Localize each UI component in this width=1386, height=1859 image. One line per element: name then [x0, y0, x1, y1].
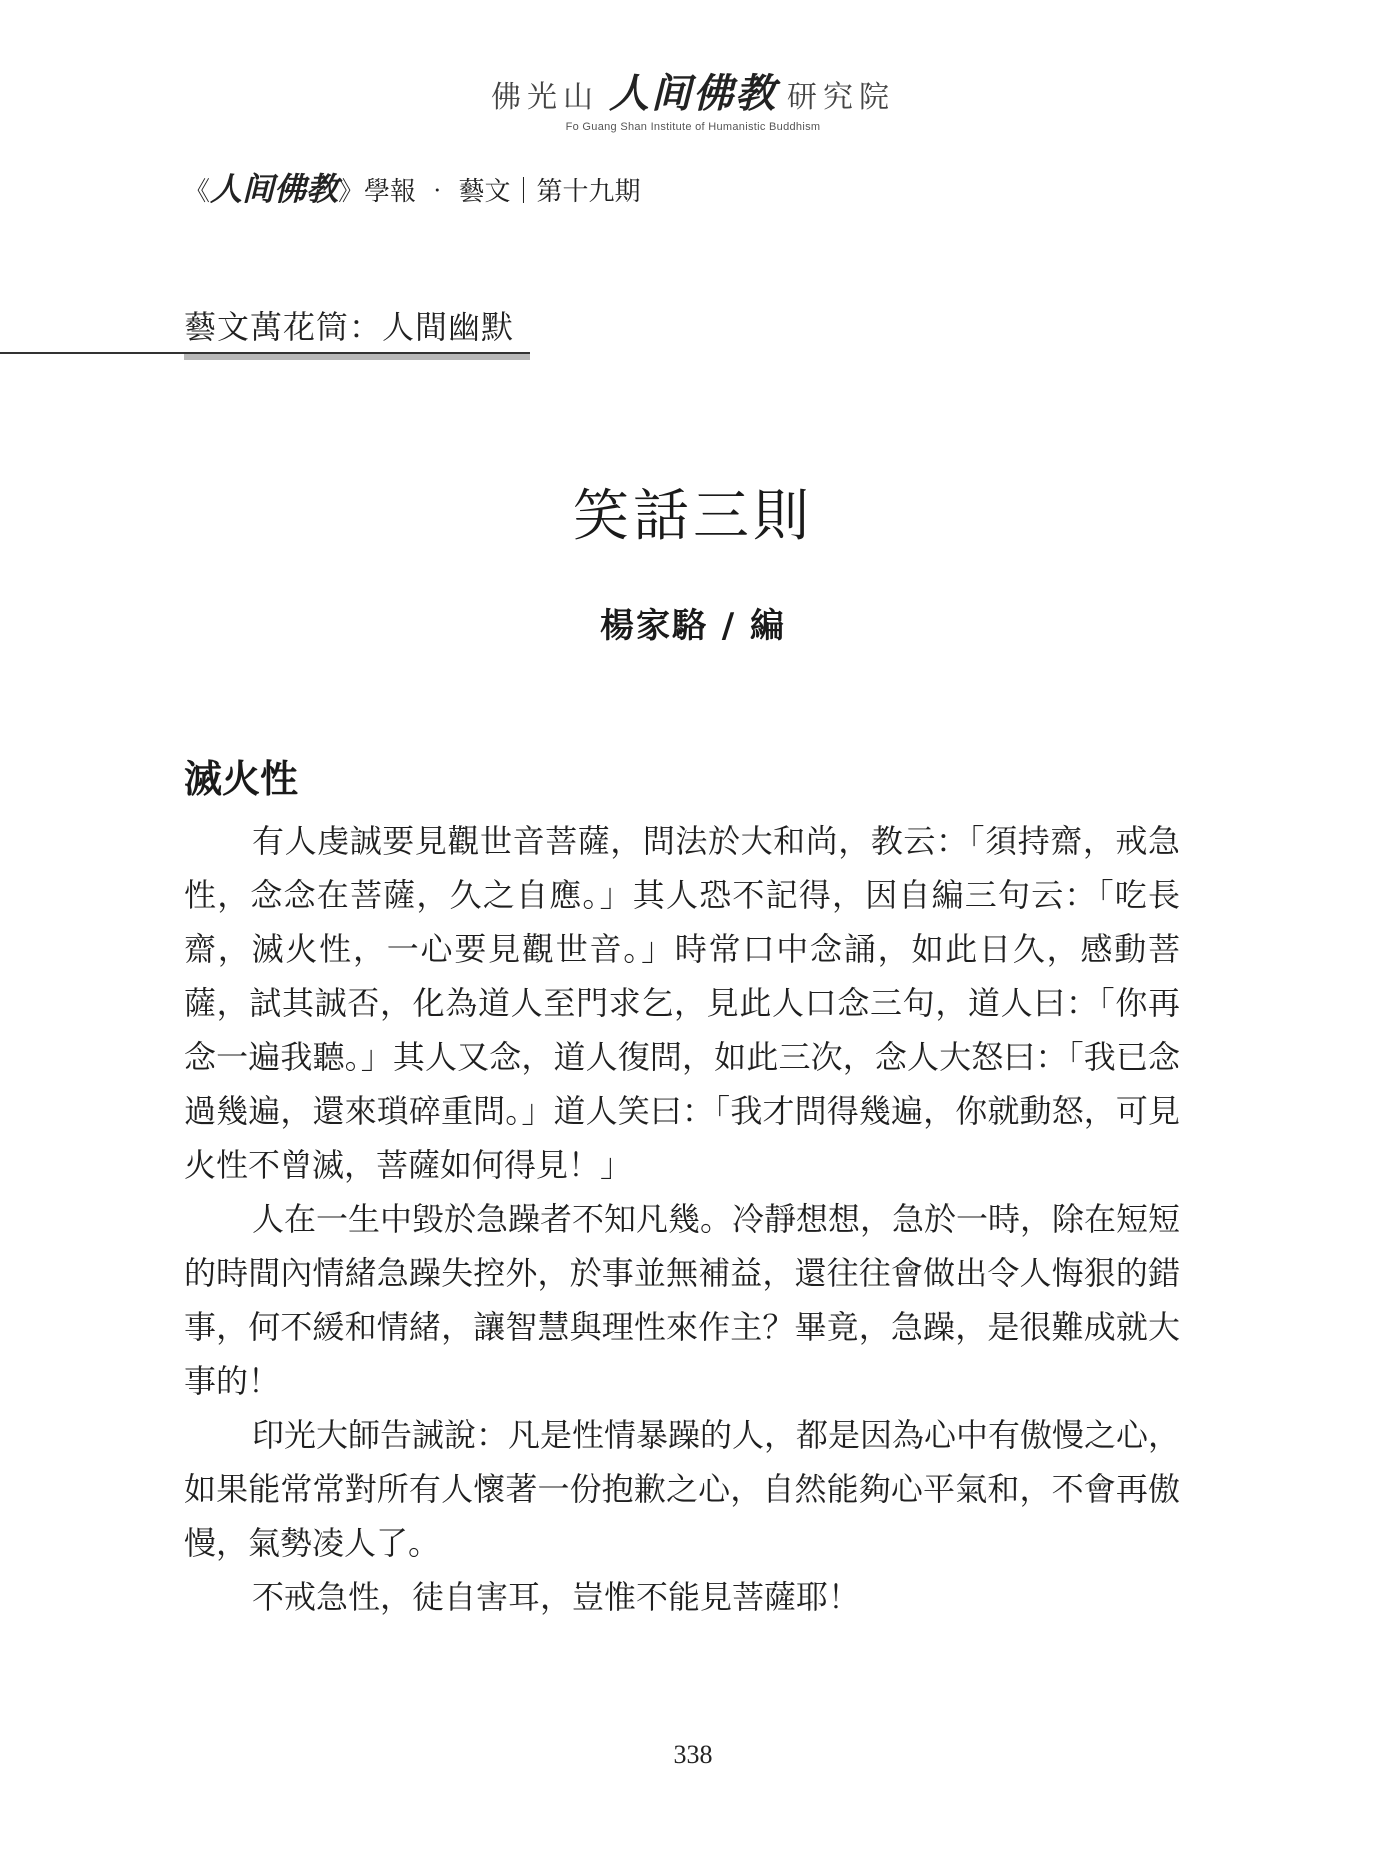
- journal-issue-text: 》學報 ‧ 藝文｜第十九期: [338, 177, 641, 207]
- section-underline-bar: [184, 354, 530, 360]
- body-paragraph: 不戒急性，徒自害耳，豈惟不能見菩薩耶！: [252, 1578, 861, 1616]
- institute-english-name: Fo Guang Shan Institute of Humanistic Buddhism: [565, 121, 821, 133]
- story-subheading: 滅火性: [184, 756, 299, 801]
- section-label: 藝文萬花筒：人間幽默: [184, 308, 515, 346]
- journal-running-head: [184, 164, 641, 210]
- body-paragraph: 印光大師告誡說：凡是性情暴躁的人，都是因為心中有傲慢之心，如果能常常對所有人懷著一份抱歉之心，自然能夠心平氣和，不會再傲慢，氣勢凌人了。: [184, 1416, 1181, 1562]
- article-body: [184, 814, 1180, 1624]
- journal-open-bracket: 《: [184, 177, 211, 207]
- article-author: 楊家駱 / 編: [599, 606, 787, 646]
- body-paragraph: 人在一生中毀於急躁者不知凡幾。冷靜想想，急於一時，除在短短的時間內情緒急躁失控外，於事並無補益，還往往會做出令人悔狠的錯事，何不緩和情緒，讓智慧與理性來作主？畢竟，急躁，是很難成就大事的！: [184, 1200, 1181, 1400]
- page-number: 338: [673, 1740, 713, 1769]
- institute-suffix: 研究院: [787, 80, 895, 115]
- institute-brush-logo: 人间佛教: [609, 70, 777, 117]
- institute-prefix: 佛光山: [491, 80, 599, 115]
- institute-name: [491, 62, 895, 119]
- article-title: 笑話三則: [573, 484, 813, 549]
- institute-header: [0, 62, 1386, 133]
- body-paragraph: 有人虔誠要見觀世音菩薩，問法於大和尚，教云：「須持齋，戒急性，念念在菩薩，久之自應。」其人恐不記得，因自編三句云：「吃長齋，滅火性，一心要見觀世音。」時常口中念誦，如此日久，感動菩薩，試其誠否，化為道人至門求乞，見此人口念三句，道人曰：「你再念一遍我聽。」其人又念，道人復問，如此三次，念人大怒曰：「我已念過幾遍，還來瑣碎重問。」道人笑曰：「我才問得幾遍，你就動怒，可見火性不曾滅，菩薩如何得見！」: [184, 822, 1180, 1184]
- journal-brush-title: 人间佛教: [210, 170, 339, 208]
